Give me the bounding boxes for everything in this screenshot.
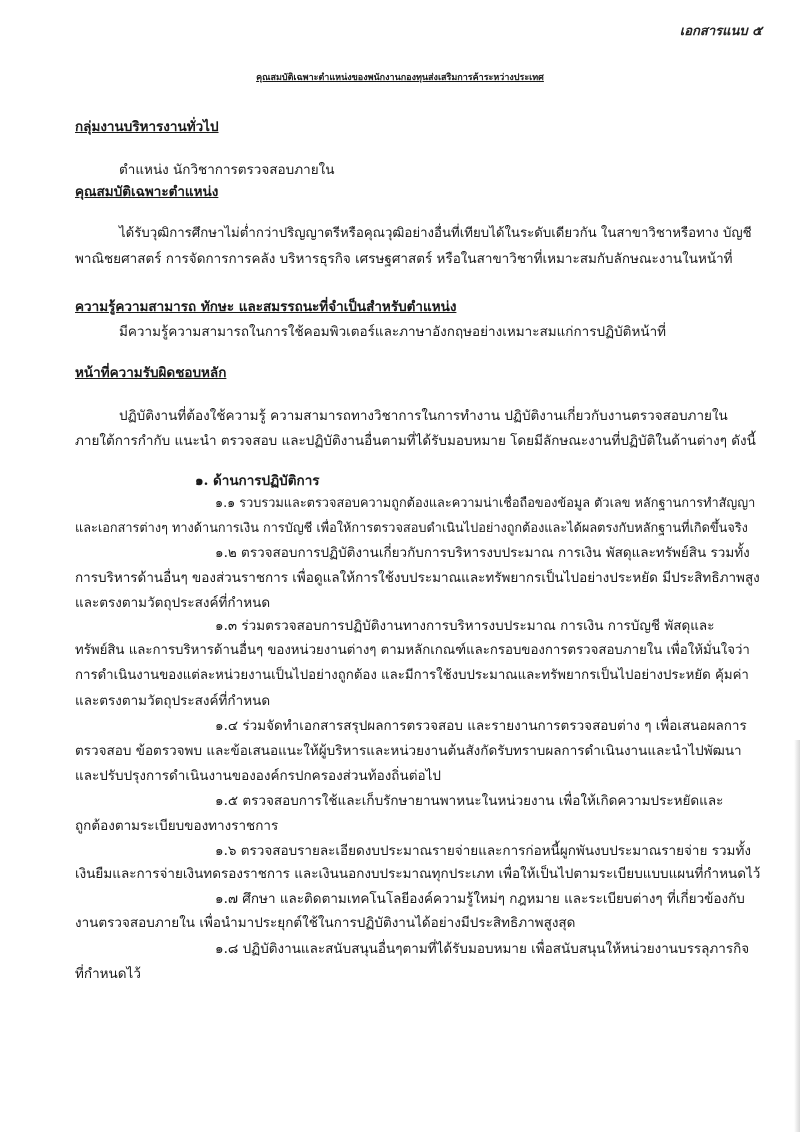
item-1-2-line-3: และตรงตามวัตถุประสงค์ที่กำหนด	[75, 595, 271, 611]
item-1-4-line-3: และปรับปรุงการดำเนินงานขององค์กรปกครองส่วนท้องถิ่นต่อไป	[75, 768, 441, 784]
item-1-3-line-2: ทรัพย์สิน และการบริหารด้านอื่นๆ ของหน่วยงานต่างๆ ตามหลักเกณฑ์และกรอบของการตรวจสอบภายใน เพื่อให้มั่นใจว่า	[75, 643, 750, 658]
item-1-7-line-1: ๑.๗ ศึกษา และติดตามเทคโนโลยีองค์ความรู้ใหม่ๆ กฎหมาย และระเบียบต่างๆ ที่เกี่ยวข้องกับ	[215, 891, 745, 907]
item-1-7-line-2: งานตรวจสอบภายใน เพื่อนำมาประยุกต์ใช้ในการปฏิบัติงานได้อย่างมีประสิทธิภาพสูงสุด	[75, 915, 576, 931]
position-line: ตำแหน่ง นักวิชาการตรวจสอบภายใน	[119, 162, 335, 178]
attachment-label: เอกสารแนบ ๕	[679, 24, 762, 39]
competency-heading: ความรู้ความสามารถ ทักษะ และสมรรถนะที่จำเป็นสำหรับตำแหน่ง	[75, 299, 457, 315]
group-heading: กลุ่มงานบริหารงานทั่วไป	[75, 119, 219, 135]
item-1-3-line-3: การดำเนินงานของแต่ละหน่วยงานเป็นไปอย่างถูกต้อง และมีการใช้งบประมาณและทรัพยากรเป็นไปอย่างประหยัด คุ้มค่า	[75, 668, 749, 683]
item-1-8-line-1: ๑.๘ ปฏิบัติงานและสนับสนุนอื่นๆตามที่ได้รับมอบหมาย เพื่อสนับสนุนให้หน่วยงานบรรลุภารกิจ	[215, 941, 750, 957]
item-1-2-line-2: การบริหารด้านอื่นๆ ของส่วนราชการ เพื่อดูแลให้การใช้งบประมาณและทรัพยากรเป็นไปอย่างประหยัด มีประสิทธิภาพสูง	[75, 570, 760, 586]
competency-text: มีความรู้ความสามารถในการใช้คอมพิวเตอร์และภาษาอังกฤษอย่างเหมาะสมแก่การปฏิบัติหน้าที่	[119, 324, 667, 340]
document-title: คุณสมบัติเฉพาะตำแหน่งของพนักงานกองทุนส่งเสริมการค้าระหว่างประเทศ	[256, 73, 544, 83]
duties-line-2: ภายใต้การกำกับ แนะนำ ตรวจสอบ และปฏิบัติงานอื่นตามที่ได้รับมอบหมาย โดยมีลักษณะงานที่ปฏิบัติในด้านต่างๆ ดังนี้	[75, 433, 756, 449]
duties-heading: หน้าที่ความรับผิดชอบหลัก	[75, 365, 227, 381]
item-1-6-line-1: ๑.๖ ตรวจสอบรายละเอียดงบประมาณรายจ่ายและการก่อหนี้ผูกพันงบประมาณรายจ่าย รวมทั้ง	[215, 843, 751, 859]
duties-line-1: ปฏิบัติงานที่ต้องใช้ความรู้ ความสามารถทางวิชาการในการทำงาน ปฏิบัติงานเกี่ยวกับงานตรวจสอบภายใน	[119, 408, 728, 424]
qualification-line-2: พาณิชยศาสตร์ การจัดการการคลัง บริหารธุรกิจ เศรษฐศาสตร์ หรือในสาขาวิชาที่เหมาะสมกับลักษณะงานในหน้าที่	[75, 251, 733, 267]
item-1-5-line-1: ๑.๕ ตรวจสอบการใช้และเก็บรักษายานพาหนะในหน่วยงาน เพื่อให้เกิดความประหยัดและ	[215, 793, 724, 809]
item-1-4-line-2: ตรวจสอบ ข้อตรวจพบ และข้อเสนอแนะให้ผู้บริหารและหน่วยงานต้นสังกัดรับทราบผลการดำเนินงานและนำไปพัฒนา	[75, 743, 742, 759]
qualification-heading: คุณสมบัติเฉพาะตำแหน่ง	[75, 184, 219, 200]
item-1-2-line-1: ๑.๒ ตรวจสอบการปฏิบัติงานเกี่ยวกับการบริหารงบประมาณ การเงิน พัสดุและทรัพย์สิน รวมทั้ง	[215, 545, 750, 561]
scan-edge-shadow	[794, 740, 800, 1132]
item-1-4-line-1: ๑.๔ ร่วมจัดทำเอกสารสรุปผลการตรวจสอบ และรายงานการตรวจสอบต่าง ๆ เพื่อเสนอผลการ	[215, 718, 747, 734]
qualification-line-1: ได้รับวุฒิการศึกษาไม่ต่ำกว่าปริญญาตรีหรือคุณวุฒิอย่างอื่นที่เทียบได้ในระดับเดียวกัน ในสาขาวิชาหรือทาง บัญชี	[119, 226, 752, 241]
section-1-heading: ๑. ด้านการปฏิบัติการ	[195, 473, 320, 489]
item-1-5-line-2: ถูกต้องตามระเบียบของทางราชการ	[75, 818, 279, 834]
item-1-6-line-2: เงินยืมและการจ่ายเงินทดรองราชการ และเงินนอกงบประมาณทุกประเภท เพื่อให้เป็นไปตามระเบียบแบบแผนที่กำหนดไว้	[75, 866, 761, 882]
item-1-3-line-1: ๑.๓ ร่วมตรวจสอบการปฏิบัติงานทางการบริหารงบประมาณ การเงิน การบัญชี พัสดุและ	[215, 618, 715, 634]
item-1-8-line-2: ที่กำหนดไว้	[75, 966, 141, 982]
item-1-3-line-4: และตรงตามวัตถุประสงค์ที่กำหนด	[75, 693, 271, 709]
item-1-1-line-2: และเอกสารต่างๆ ทางด้านการเงิน การบัญชี เพื่อให้การตรวจสอบดำเนินไปอย่างถูกต้องและได้ผลตรงกับหลักฐานที่เกิดขึ้นจริง	[75, 521, 748, 536]
item-1-1-line-1: ๑.๑ รวบรวมและตรวจสอบความถูกต้องและความน่าเชื่อถือของข้อมูล ตัวเลข หลักฐานการทำสัญญา	[215, 496, 756, 511]
